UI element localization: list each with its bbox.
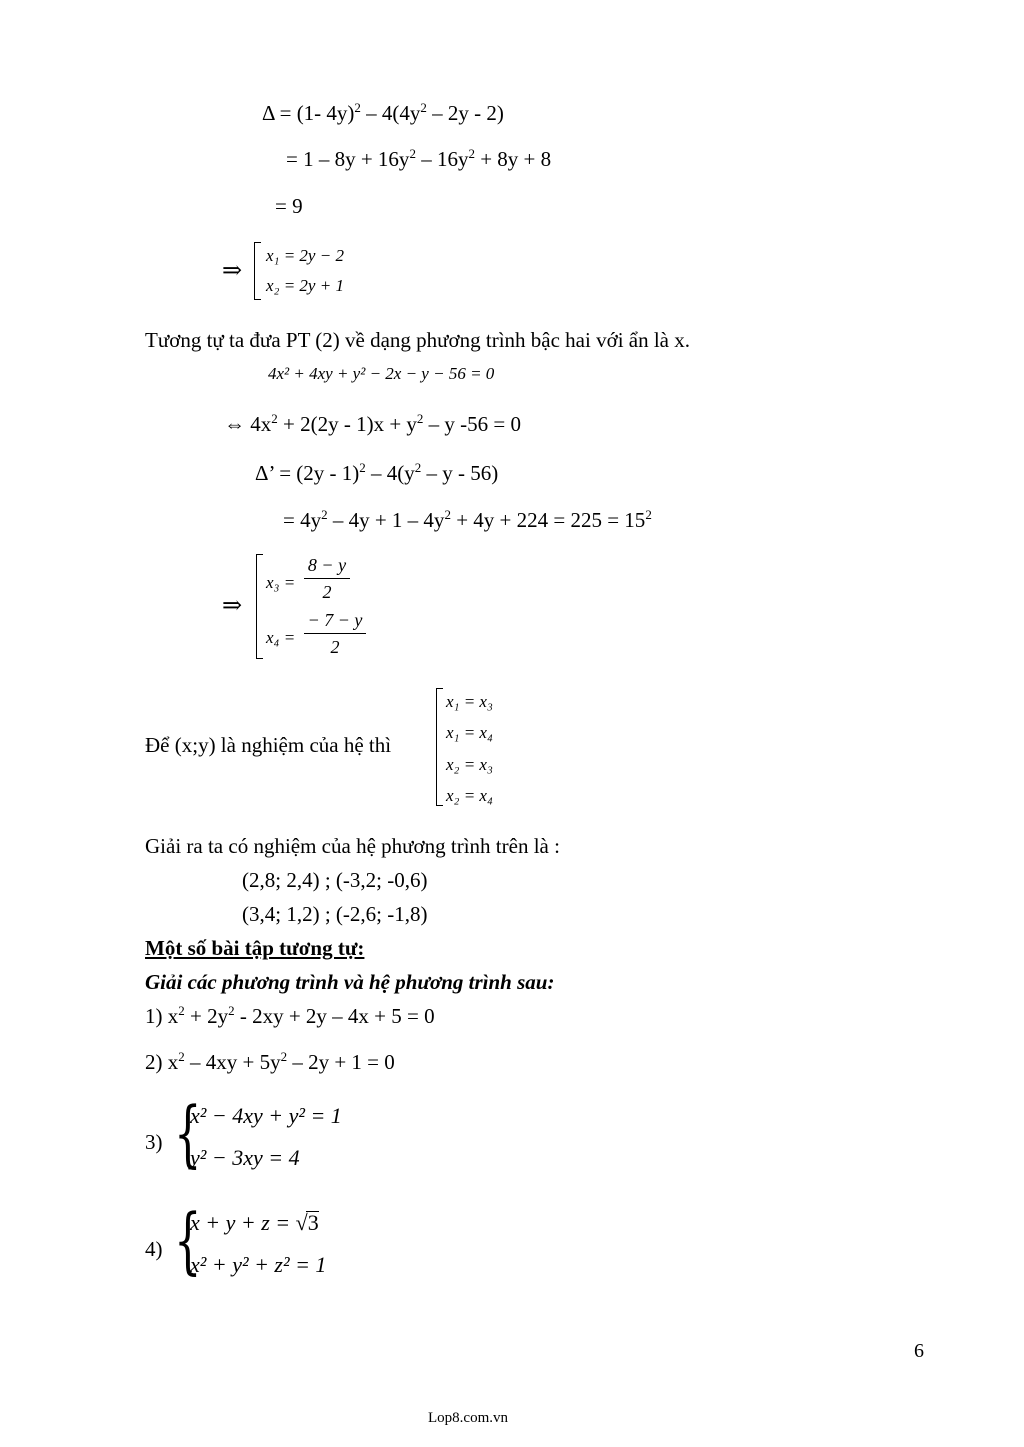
root-x2: x₂ = 2y + 1 — [266, 276, 344, 295]
solution-intro: Giải ra ta có nghiệm của hệ phương trình trên là : — [145, 834, 560, 858]
square-bracket — [254, 242, 261, 300]
implies-icon: ⇒ — [222, 593, 243, 619]
equation-2: 4x² + 4xy + y² − 2x − y − 56 = 0 — [268, 364, 495, 383]
condition-3: x₂ = x₃ — [446, 755, 493, 774]
footer-site: Lop8.com.vn — [428, 1410, 508, 1426]
condition-2: x₁ = x₄ — [446, 723, 493, 742]
delta-prime-line-2: = $4y^2 - 4y + 1 - 4y^2 + 4y + 224 = 225 = 15^2$ — [283, 507, 652, 532]
paragraph-pt2: Tương tự ta đưa PT (2) về dạng phương trình bậc hai với ẩn là x. — [145, 328, 691, 352]
condition-4: x₂ = x₄ — [446, 786, 493, 805]
exercise-4-eq-2: x² + y² + z² = 1 — [190, 1252, 327, 1277]
exercise-4-eq-1: x + y + z = √3 — [190, 1210, 319, 1235]
equivalent-equation: ⇔ $4x^2 + 2(2y - 1)x + y^2 - y$ -56 = 0 — [224, 411, 522, 436]
exercise-1: 1) $x^2 + 2y^2 - 2xy + 2y - 4x + 5 = 0$ — [145, 1003, 435, 1028]
curly-brace: { — [174, 1198, 202, 1282]
root-x1: x₁ = 2y − 2 — [266, 246, 344, 265]
delta-line-3: = 9 — [275, 194, 303, 218]
square-bracket — [436, 688, 443, 806]
square-bracket — [256, 554, 263, 659]
exercise-2: 2) $x^2 - 4xy + 5y^2 - 2y + 1 = 0$ — [145, 1049, 395, 1074]
exercise-3-eq-1: x² − 4xy + y² = 1 — [190, 1103, 342, 1128]
delta-prime-line-1: Δ’ = $(2y - 1)^2 - 4(y^2$ – y - 56) — [255, 460, 499, 485]
page-number: 6 — [914, 1340, 924, 1362]
curly-brace: { — [174, 1091, 202, 1175]
exercises-subheading: Giải các phương trình và hệ phương trình sau: — [145, 970, 555, 994]
x3-label: x₃ = — [266, 573, 296, 592]
exercise-4-label: 4) — [145, 1237, 163, 1261]
implies-icon: ⇒ — [222, 258, 243, 284]
condition-text: Để (x;y) là nghiệm của hệ thì — [145, 733, 392, 757]
x3-fraction: 8 − y 2 — [304, 554, 350, 603]
exercise-3-label: 3) — [145, 1130, 163, 1154]
delta-line-2: = $1 - 8y + 16y^2 - 16y^2 + 8y + 8$ — [286, 146, 552, 171]
x4-label: x₄ = — [266, 628, 296, 647]
exercise-3-eq-2: y² − 3xy = 4 — [190, 1145, 300, 1170]
x4-fraction: − 7 − y 2 — [304, 609, 366, 658]
condition-1: x₁ = x₃ — [446, 692, 493, 711]
solution-row-2: (3,4; 1,2) ; (-2,6; -1,8) — [242, 902, 428, 926]
exercises-heading: Một số bài tập tương tự: — [145, 936, 365, 960]
delta-line-1: Δ = (1- $4y)^2 - 4(4y^2 - 2y - 2)$ — [262, 100, 504, 125]
solution-row-1: (2,8; 2,4) ; (-3,2; -0,6) — [242, 868, 428, 892]
